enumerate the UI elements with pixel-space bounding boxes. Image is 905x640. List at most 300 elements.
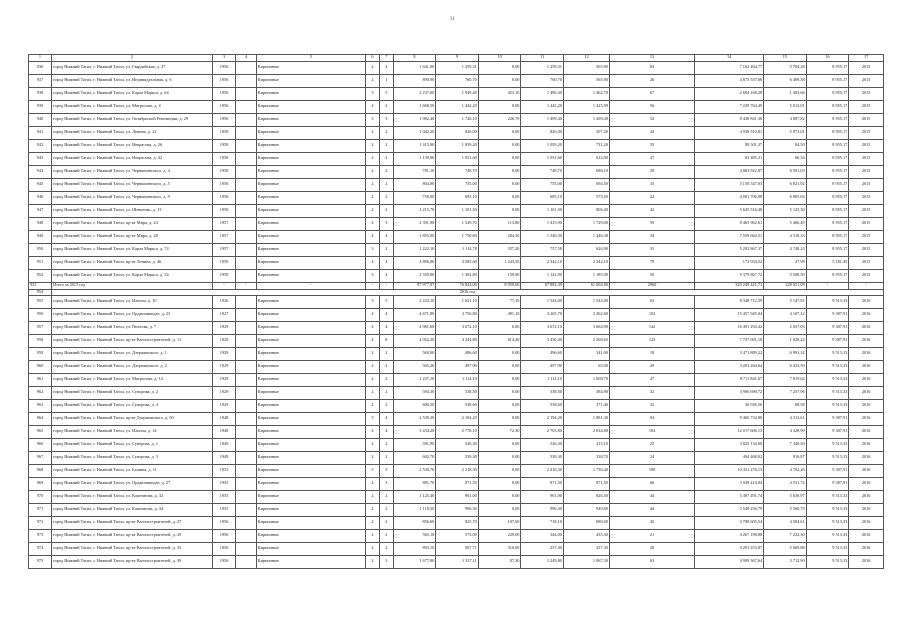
table-row <box>29 87 884 100</box>
table-cell: 257,30 <box>563 542 609 555</box>
table-cell <box>236 412 257 425</box>
table-cell: Кирпичные <box>256 217 365 230</box>
table-cell <box>236 74 257 87</box>
table-cell: 32 <box>609 399 694 412</box>
page-number: 31 <box>450 17 455 22</box>
total-row-2015 <box>29 282 884 289</box>
total-cell: - <box>213 282 236 289</box>
table-cell: 1958 <box>213 152 236 165</box>
table-cell: 3 434,20 <box>393 425 436 438</box>
table-cell: 2 <box>366 165 380 178</box>
table-cell <box>236 152 257 165</box>
table-cell: 1 415,90 <box>521 217 564 230</box>
table-cell: 0,00 <box>478 321 521 334</box>
table-cell: 951 <box>29 256 52 269</box>
table-cell: 4 <box>379 412 393 425</box>
table-cell: 32 <box>609 386 694 399</box>
table-cell: 3 672,10 <box>436 321 479 334</box>
table-cell: 2016 <box>849 477 884 490</box>
table-cell: 4 <box>379 269 393 282</box>
table-cell: 1 269,49 <box>563 113 609 126</box>
table-cell: 1957 <box>213 230 236 243</box>
total-cell: - <box>379 282 393 289</box>
table-cell: 6 409,38 <box>764 74 807 87</box>
table-cell: 1 051,60 <box>436 152 479 165</box>
table-cell: 84 <box>609 61 694 74</box>
table-cell: 565,90 <box>563 74 609 87</box>
table-cell: 2015 <box>849 191 884 204</box>
table-cell: 2 342,10 <box>563 256 609 269</box>
table-cell: 6 821,92 <box>764 178 807 191</box>
table-cell: 1 139,90 <box>393 152 436 165</box>
table-cell: 1 496,30 <box>521 87 564 100</box>
column-number-2: 2 <box>52 55 213 62</box>
table-cell: 3 <box>366 113 380 126</box>
table-cell: 1 237,10 <box>393 373 436 386</box>
table-cell: 3 756,80 <box>436 308 479 321</box>
total-cell: - <box>806 282 849 289</box>
table-cell: 10 431 276,13 <box>695 464 764 477</box>
table-cell: 4 938 510,81 <box>695 126 764 139</box>
table-cell: 8 955,17 <box>806 204 849 217</box>
table-cell: 2015 <box>849 243 884 256</box>
table-cell: 0,00 <box>478 100 521 113</box>
table-cell: 2 <box>379 165 393 178</box>
table-cell: 172 034,52 <box>695 256 764 269</box>
table-cell: 1955 <box>213 477 236 490</box>
table-cell: 5 181,45 <box>806 256 849 269</box>
table-cell: 9 513,33 <box>806 347 849 360</box>
table-cell: 1 215,70 <box>393 204 436 217</box>
table-cell: 826,50 <box>563 490 609 503</box>
column-number-17: 17 <box>849 55 884 62</box>
table-cell: 2 <box>379 373 393 386</box>
address-cell: город Нижний Тагил, г. Нижний Тагил, ул. Чернышевского, д. 4 <box>52 165 213 178</box>
table-cell: 2 <box>379 451 393 464</box>
table-cell: 68,58 <box>764 399 807 412</box>
address-cell: город Нижний Тагил, г. Нижний Тагил, ул. Каштанова, д. 34 <box>52 503 213 516</box>
table-cell: 748,70 <box>436 165 479 178</box>
table-cell: 26 <box>609 74 694 87</box>
table-cell: Кирпичные <box>256 451 365 464</box>
table-cell: 731,20 <box>563 139 609 152</box>
table-cell: 435,30 <box>563 529 609 542</box>
table-cell: 5 147,91 <box>764 295 807 308</box>
address-cell: город Нижний Тагил, г. Нижний Тагил, ул. Шевченко, д. 13 <box>52 204 213 217</box>
table-cell: 962 <box>29 386 52 399</box>
table-cell: 2 568,65 <box>563 334 609 347</box>
table-cell: Кирпичные <box>256 165 365 178</box>
table-cell: 944 <box>29 165 52 178</box>
table-cell: 974 <box>29 542 52 555</box>
table-cell: 1949 <box>213 451 236 464</box>
table-cell: 2 <box>366 373 380 386</box>
table-row <box>29 360 884 373</box>
table-cell: 3 <box>366 269 380 282</box>
table-cell: 718,10 <box>521 516 564 529</box>
table-cell: 940 <box>29 113 52 126</box>
table-cell: Кирпичные <box>256 243 365 256</box>
table-cell: 1 462,70 <box>563 87 609 100</box>
table-cell: 4 671,80 <box>393 308 436 321</box>
table-cell: 5 508,50 <box>764 269 807 282</box>
table-cell: 84,50 <box>764 139 807 152</box>
table-cell: 4 <box>366 100 380 113</box>
table-cell: 15 457 945,04 <box>695 308 764 321</box>
table-cell <box>236 477 257 490</box>
table-cell: Кирпичные <box>256 295 365 308</box>
table-cell: 8 955,17 <box>806 74 849 87</box>
table-cell: 538,50 <box>436 386 479 399</box>
table-cell: 1956 <box>213 529 236 542</box>
table-cell <box>236 529 257 542</box>
table-cell: 29 <box>609 360 694 373</box>
table-cell: 2016 <box>849 425 884 438</box>
table-cell: 2 530,70 <box>393 464 436 477</box>
table-cell: 5 <box>379 464 393 477</box>
table-cell: 94 <box>609 412 694 425</box>
address-cell: город Нижний Тагил, г. Нижний Тагил, ул. Индивидуальная, д. 6 <box>52 74 213 87</box>
table-cell: 1956 <box>213 74 236 87</box>
table-cell: 0,00 <box>478 490 521 503</box>
table-cell: Кирпичные <box>256 464 365 477</box>
table-cell: 970 <box>29 490 52 503</box>
address-cell: город Нижний Тагил, г. Нижний Тагил, ул. Некрасова, д. 26 <box>52 139 213 152</box>
table-cell: Кирпичные <box>256 126 365 139</box>
table-cell: 2016 <box>849 451 884 464</box>
table-cell: 695,10 <box>436 191 479 204</box>
table-cell: 2015 <box>849 139 884 152</box>
table-cell: 1948 <box>213 425 236 438</box>
table-cell: 1955 <box>213 503 236 516</box>
table-cell <box>236 61 257 74</box>
table-cell: 6 433,59 <box>764 360 807 373</box>
table-cell: 1 544,00 <box>563 295 609 308</box>
table-cell: 4 <box>379 321 393 334</box>
table-cell: 573,00 <box>436 529 479 542</box>
table-cell: 2 657,03 <box>764 321 807 334</box>
address-cell: город Нижний Тагил, г. Нижний Тагил, ул. Карла Маркса, д. 54 <box>52 269 213 282</box>
table-row <box>29 438 884 451</box>
table-cell: 1 125,40 <box>393 490 436 503</box>
table-cell <box>236 464 257 477</box>
table-cell: 1 529,70 <box>436 217 479 230</box>
table-cell: 2016 <box>849 334 884 347</box>
table-cell: 871,50 <box>521 477 564 490</box>
table-cell: 3 825 134,00 <box>695 438 764 451</box>
table-cell: 3 <box>379 295 393 308</box>
table-cell: 9 513,33 <box>806 399 849 412</box>
table-cell: 2 <box>379 152 393 165</box>
table-cell: 2 <box>366 152 380 165</box>
table-cell: 1956 <box>213 87 236 100</box>
table-cell: 8 955,17 <box>806 178 849 191</box>
table-cell: 4 887,82 <box>764 113 807 126</box>
table-cell: 24 <box>609 191 694 204</box>
table-row <box>29 165 884 178</box>
table-cell: 496,60 <box>436 347 479 360</box>
column-number-4: 4 <box>236 55 257 62</box>
table-row <box>29 373 884 386</box>
table-row <box>29 74 884 87</box>
table-cell: 35 <box>609 139 694 152</box>
table-cell: 5 150 547,03 <box>695 178 764 191</box>
table-cell: 52 <box>609 113 694 126</box>
table-cell: 0,00 <box>478 347 521 360</box>
table-cell: 4 <box>366 425 380 438</box>
table-cell: 36 936,56 <box>695 399 764 412</box>
table-cell: 1 415,90 <box>393 139 436 152</box>
table-cell: 957 <box>29 321 52 334</box>
table-cell: 3 <box>366 87 380 100</box>
table-cell: 2016 <box>849 308 884 321</box>
table-cell: 0,00 <box>478 152 521 165</box>
table-cell: 9 460 734,80 <box>695 412 764 425</box>
table-cell: 42 <box>609 204 694 217</box>
table-cell: 2015 <box>849 61 884 74</box>
table-cell: 2016 <box>849 503 884 516</box>
column-number-5: 5 <box>256 55 365 62</box>
table-cell <box>236 126 257 139</box>
table-cell <box>236 451 257 464</box>
table-cell: 5 704,28 <box>764 61 807 74</box>
table-cell: 2 218,30 <box>436 464 479 477</box>
table-cell: 77,10 <box>478 295 521 308</box>
table-cell: 8 <box>379 334 393 347</box>
table-cell: Кирпичные <box>256 542 365 555</box>
table-cell: 310,00 <box>478 542 521 555</box>
table-cell: 1 259,31 <box>521 61 564 74</box>
table-cell: 755,00 <box>521 178 564 191</box>
table-cell: 881,70 <box>393 477 436 490</box>
table-cell: 9 387,91 <box>806 321 849 334</box>
table-cell: 804,00 <box>393 178 436 191</box>
table-row <box>29 477 884 490</box>
table-cell: 539,30 <box>436 451 479 464</box>
address-cell: город Нижний Тагил, г. Нижний Тагил, пр-кт Вагоностроителей, д. 27 <box>52 516 213 529</box>
table-cell: 204,30 <box>478 230 521 243</box>
table-cell: 8 955,17 <box>806 269 849 282</box>
table-cell <box>236 425 257 438</box>
table-cell: 3 <box>366 243 380 256</box>
table-cell: 2 <box>379 360 393 373</box>
table-cell: 2 <box>366 529 380 542</box>
column-number-14: 14 <box>695 55 764 62</box>
table-cell: 2 <box>379 438 393 451</box>
table-cell: 66 <box>609 477 694 490</box>
address-cell: город Нижний Тагил, г. Нижний Тагил, ул. Карла Маркса, д. 74 <box>52 243 213 256</box>
table-cell: 4 681 706,98 <box>695 191 764 204</box>
table-cell: 5 560,79 <box>764 503 807 516</box>
table-cell: 2015 <box>849 126 884 139</box>
table-cell: 494 468,02 <box>695 451 764 464</box>
table-cell: 9 513,33 <box>806 451 849 464</box>
table-cell: Кирпичные <box>256 555 365 568</box>
table-cell: 4 909 367,64 <box>695 555 764 568</box>
table-cell <box>236 503 257 516</box>
table-cell: 2015 <box>849 100 884 113</box>
table-cell: 2 <box>366 386 380 399</box>
table-cell: 2015 <box>849 256 884 269</box>
table-cell: Кирпичные <box>256 347 365 360</box>
table-cell: 755,00 <box>436 178 479 191</box>
table-cell: 949 <box>29 230 52 243</box>
table-cell: 2 194,20 <box>436 412 479 425</box>
table-row <box>29 529 884 542</box>
table-cell: 5 466,49 <box>764 217 807 230</box>
table-cell: 4 531,74 <box>764 477 807 490</box>
table-cell: 565,90 <box>563 61 609 74</box>
table-row <box>29 451 884 464</box>
table-cell: 2 <box>366 74 380 87</box>
table-cell: 1958 <box>213 178 236 191</box>
table-row <box>29 555 884 568</box>
table-cell: 7 229 764,49 <box>695 100 764 113</box>
table-cell: 973 <box>29 529 52 542</box>
table-cell: 2 391,90 <box>393 217 436 230</box>
table-cell: 142 <box>609 321 694 334</box>
table-row <box>29 269 884 282</box>
table-cell: 1 259,31 <box>436 61 479 74</box>
table-row <box>29 139 884 152</box>
table-cell: 9 513,33 <box>806 503 849 516</box>
address-cell: город Нижний Тагил, г. Нижний Тагил, пр-кт Мира, д. 24 <box>52 217 213 230</box>
table-cell: 4 267 198,88 <box>695 529 764 542</box>
table-cell: 341,00 <box>563 347 609 360</box>
table-cell: 50 <box>609 269 694 282</box>
table-cell: 1 302,80 <box>436 269 479 282</box>
table-cell <box>236 399 257 412</box>
table-cell: 9 387,91 <box>806 425 849 438</box>
table-cell: 4 584,61 <box>764 516 807 529</box>
table-cell <box>236 347 257 360</box>
table-cell: 965 <box>29 425 52 438</box>
total-cell: 8 959,60 <box>478 282 521 289</box>
table-cell: 1 337,11 <box>436 555 479 568</box>
table-row <box>29 126 884 139</box>
table-row <box>29 256 884 269</box>
address-cell: город Нижний Тагил, г. Нижний Тагил, пр-кт Вагоностроителей, д. 33 <box>52 542 213 555</box>
table-cell: 371,40 <box>563 399 609 412</box>
table-cell: 6 805,63 <box>764 191 807 204</box>
table-cell: 4 <box>366 217 380 230</box>
address-cell: город Нижний Тагил, г. Нижний Тагил, пр-кт Вагоностроителей, д. 39 <box>52 555 213 568</box>
table-cell: 937 <box>29 74 52 87</box>
total-cell: 76 842,00 <box>436 282 479 289</box>
table-cell: 2016 <box>849 438 884 451</box>
table-cell <box>236 295 257 308</box>
table-cell: 8 955,17 <box>806 100 849 113</box>
address-cell: город Нижний Тагил, г. Нижний Тагил, пр-кт Ленина, д. 46 <box>52 256 213 269</box>
column-number-8: 8 <box>393 55 436 62</box>
table-cell: 5 645 516,48 <box>695 204 764 217</box>
table-cell: 8 955,17 <box>806 191 849 204</box>
table-cell: 8 955,17 <box>806 113 849 126</box>
table-cell: 8 955,17 <box>806 152 849 165</box>
table-cell: 1 222,10 <box>393 243 436 256</box>
table-cell: 826,00 <box>436 126 479 139</box>
table-cell: 760,70 <box>521 74 564 87</box>
address-cell: город Нижний Тагил, г. Нижний Тагил, ул. Октябрьской Революции, д. 29 <box>52 113 213 126</box>
address-cell: город Нижний Тагил, г. Нижний Тагил, ул. Орджоникидзе, д. 23 <box>52 308 213 321</box>
table-cell: 4 <box>379 308 393 321</box>
table-cell: 9 513,33 <box>806 542 849 555</box>
table-cell: 89 501,37 <box>695 139 764 152</box>
table-cell: Кирпичные <box>256 321 365 334</box>
address-cell: город Нижний Тагил, г. Нижний Тагил, пр-кт Мира, д. 28 <box>52 230 213 243</box>
table-cell: 916,87 <box>764 451 807 464</box>
table-cell: 9 387,91 <box>806 477 849 490</box>
table-row <box>29 230 884 243</box>
table-cell: 2 559,00 <box>393 269 436 282</box>
table-cell: 5 669,88 <box>764 542 807 555</box>
table-cell: 1 114,78 <box>436 243 479 256</box>
table-cell: 56 <box>609 100 694 113</box>
table-cell: 2016 <box>849 321 884 334</box>
table-cell: 0,00 <box>478 464 521 477</box>
table-cell: 694,50 <box>563 178 609 191</box>
table-cell: 33 <box>609 178 694 191</box>
table-cell <box>236 243 257 256</box>
table-cell: 4 863 922,87 <box>695 165 764 178</box>
table-cell: 2015 <box>849 204 884 217</box>
table-cell <box>236 191 257 204</box>
table-row <box>29 503 884 516</box>
table-row <box>29 516 884 529</box>
address-cell: город Нижний Тагил, г. Нижний Тагил, пр-кт Вагоностроителей, д. 29 <box>52 529 213 542</box>
table-cell: 8 955,17 <box>806 139 849 152</box>
table-cell: 24 <box>609 451 694 464</box>
table-cell: 2 194,20 <box>521 412 564 425</box>
address-cell: город Нижний Тагил, г. Нижний Тагил, ул. Дзержинского, д. 2 <box>52 360 213 373</box>
table-cell: 1929 <box>213 373 236 386</box>
table-cell: 2 694 168,28 <box>695 87 764 100</box>
table-cell: 4 291 253,87 <box>695 542 764 555</box>
column-number-15: 15 <box>764 55 807 62</box>
table-cell: 0,00 <box>478 165 521 178</box>
address-cell: город Нижний Тагил, г. Нижний Тагил, пр-кт Вагоностроителей, д. 11 <box>52 334 213 347</box>
table-cell: 1 499,40 <box>521 113 564 126</box>
table-cell: 602,70 <box>393 451 436 464</box>
table-cell: 25 <box>609 438 694 451</box>
table-cell: 5 497 491,74 <box>695 490 764 503</box>
table-cell <box>236 113 257 126</box>
table-cell: 1958 <box>213 165 236 178</box>
table-cell: 2 <box>366 347 380 360</box>
table-cell: 939 <box>29 100 52 113</box>
table-cell: 526,30 <box>521 438 564 451</box>
table-cell <box>236 516 257 529</box>
table-cell: 9 513,33 <box>806 490 849 503</box>
table-cell: 123 <box>609 334 694 347</box>
table-cell: 3 585,60 <box>436 256 479 269</box>
address-cell: город Нижний Тагил, г. Нижний Тагил, ул. Пихтова, д. 7 <box>52 321 213 334</box>
table-cell: 9 513,33 <box>806 373 849 386</box>
table-cell <box>236 386 257 399</box>
table-cell: 2 <box>366 204 380 217</box>
column-number-13: 13 <box>609 55 694 62</box>
table-cell: 491,10 <box>478 308 521 321</box>
table-cell: 257,30 <box>521 542 564 555</box>
table-cell <box>236 269 257 282</box>
table-cell: 2 <box>366 438 380 451</box>
table-cell: 1 059,20 <box>436 139 479 152</box>
table-cell: Кирпичные <box>256 373 365 386</box>
table-cell: 2015 <box>849 74 884 87</box>
table-cell: 2015 <box>849 217 884 230</box>
table-cell: 7 257,96 <box>764 386 807 399</box>
table-cell: 1 101,50 <box>521 204 564 217</box>
